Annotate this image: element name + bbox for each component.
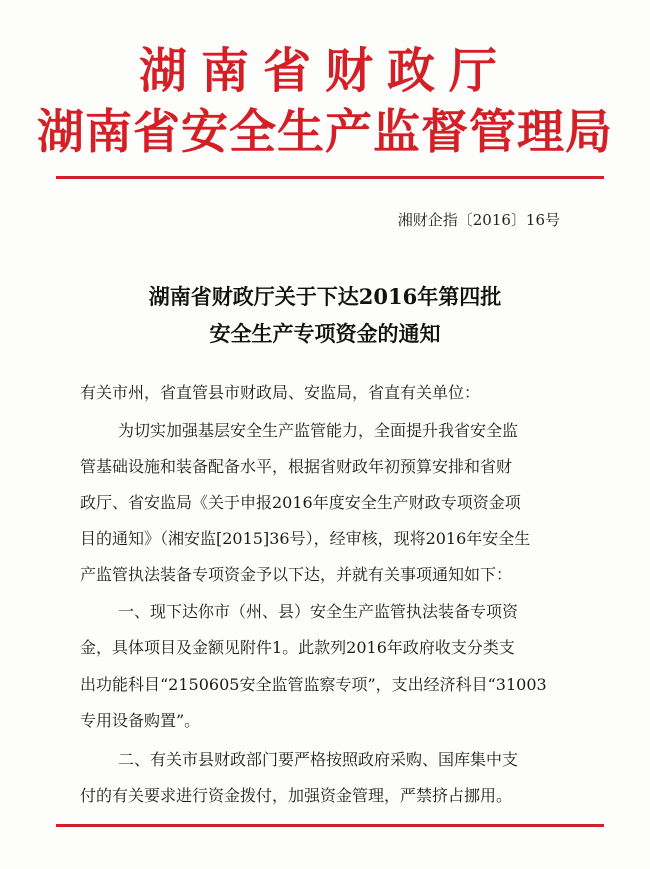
addressee-line: 有关市州，省直管县市财政局、安监局，省直有关单位： <box>80 383 481 402</box>
document-number: 湘财企指〔2016〕16号 <box>397 211 560 229</box>
body-line: 付的有关要求进行资金拨付，加强资金管理，严禁挤占挪用。 <box>80 786 513 805</box>
body-line: 政厅、省安监局《关于申报2016年度安全生产财政专项资金项 <box>80 493 521 512</box>
header-red-rule <box>56 176 604 179</box>
document-title-line-2: 安全生产专项资金的通知 <box>209 321 441 346</box>
issuer-name-safety-bureau: 湖南省安全生产监督管理局 <box>37 105 613 160</box>
body-line: 目的通知》（湘安监[2015]36号），经审核，现将2016年安全生 <box>80 529 531 548</box>
body-line: 为切实加强基层安全生产监管能力，全面提升我省安全监 <box>118 421 519 440</box>
body-line: 出功能科目“2150605安全监管监察专项”，支出经济科目“31003 <box>80 675 547 694</box>
body-line: 管基础设施和装备配备水平，根据省财政年初预算安排和省财 <box>80 457 513 476</box>
body-line: 产监管执法装备专项资金予以下达，并就有关事项通知如下： <box>80 565 513 584</box>
footer-red-rule <box>56 824 604 827</box>
issuer-name-finance-dept: 湖南省财政厅 <box>138 43 511 99</box>
document-title-line-1: 湖南省财政厅关于下达2016年第四批 <box>148 284 502 309</box>
body-line: 二、有关市县财政部门要严格按照政府采购、国库集中支 <box>118 750 519 769</box>
body-line: 金，具体项目及金额见附件1。此款列2016年政府收支分类支 <box>80 638 515 657</box>
body-line: 一、现下达你市（州、县）安全生产监管执法装备专项资 <box>118 602 519 621</box>
body-line: 专用设备购置”。 <box>80 711 201 730</box>
